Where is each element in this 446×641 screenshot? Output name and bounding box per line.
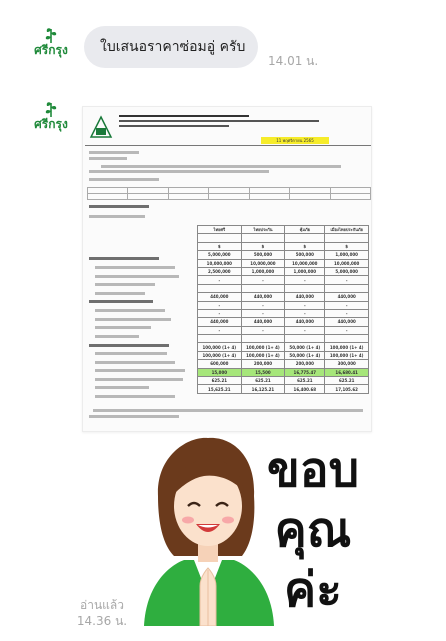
- grid-cell: 10,000,000: [198, 259, 242, 267]
- grid-cell: 200,000: [285, 360, 325, 368]
- grid-cell: 200,000: [241, 360, 285, 368]
- grid-cell: 100,000 (1+ 4): [198, 351, 242, 359]
- grid-cell: 440,000: [285, 293, 325, 301]
- grid-cell: 600,000: [198, 360, 242, 368]
- sender-avatar[interactable]: [28, 100, 74, 131]
- grid-cell: 440,000: [198, 293, 242, 301]
- grid-header: คุ้มภัย: [285, 226, 325, 234]
- grid-cell: 440,000: [241, 293, 285, 301]
- leaf-logo-icon: [40, 100, 62, 118]
- grid-cell: 100,000 (1+ 4): [198, 343, 242, 351]
- doc-comparison-grid: ไทยศรี ไทยประกัน คุ้มภัย เมืองไทยประกันภัย $ $ $ $ 5,000,000 500,000 500,000 1,000,000 10,000,000 10,000,000 10,000,000 10,000,000 2,500,000 1,000,000 1,000,000 5,000,000 - - - - 440,000 440,000 440,000 440,000 - - - - - - - - 440,000 440,000 440,000 440,000 - - - - 100,000 (1+ 4) 100,000 (1+ 4) 50,000 (1+ 4) 100,000 (1+ 4) 100,000 (1+ 4) 100,000 (1+ 4) 50,000 (1+ 4) 100,000 (1+ 4) 600,000 200,000 200,000 300,000 15,000 15,500 16,775.47 16,680.41 625.21 625.21 625.21 625.21 15,625.21 16,125.21 16,400.68 17,105.62: [197, 225, 369, 394]
- grid-cell: 5,000,000: [198, 251, 242, 259]
- grid-cell: 50,000 (1+ 4): [285, 343, 325, 351]
- grid-header: ไทยศรี: [198, 226, 242, 234]
- grid-cell: 16,680.41: [325, 368, 369, 376]
- sender-name: ศรีกรุง: [34, 43, 68, 57]
- grid-cell: 10,000,000: [325, 259, 369, 267]
- sticker-text-line: ขอบ: [266, 442, 360, 498]
- read-time: 14.36 น.: [76, 614, 128, 628]
- grid-header: ไทยประกัน: [241, 226, 285, 234]
- grid-cell: 300,000: [325, 360, 369, 368]
- grid-cell: 625.21: [241, 377, 285, 385]
- grid-cell: 100,000 (1+ 4): [241, 351, 285, 359]
- grid-cell: 440,000: [198, 318, 242, 326]
- grid-cell: 440,000: [241, 318, 285, 326]
- grid-cell: 10,000,000: [285, 259, 325, 267]
- grid-cell: 100,000 (1+ 4): [325, 351, 369, 359]
- message-text: ใบเสนอราคาซ่อมอู่ ครับ: [100, 39, 246, 55]
- grid-cell: 17,105.62: [325, 385, 369, 393]
- grid-cell: 500,000: [285, 251, 325, 259]
- grid-cell: 15,625.21: [198, 385, 242, 393]
- grid-cell: 100,000 (1+ 4): [241, 343, 285, 351]
- grid-cell: 16,125.21: [241, 385, 285, 393]
- sticker-text: [248, 440, 378, 620]
- grid-cell: 440,000: [325, 318, 369, 326]
- message-bubble[interactable]: [84, 26, 258, 68]
- sender-name: ศรีกรุง: [34, 117, 68, 131]
- message-timestamp: 14.01 น.: [268, 54, 319, 68]
- sticker-text-line: ค่ะ: [284, 562, 342, 618]
- grid-cell: 16,775.47: [285, 368, 325, 376]
- grid-cell: 1,000,000: [241, 267, 285, 275]
- grid-cell: 625.21: [285, 377, 325, 385]
- read-receipt: [72, 597, 132, 629]
- grid-cell: 15,500: [241, 368, 285, 376]
- grid-cell: 5,000,000: [325, 267, 369, 275]
- doc-date-badge: 11 พฤศจิกายน 2565: [261, 137, 329, 144]
- quotation-document-image[interactable]: [82, 106, 372, 432]
- grid-cell: 15,000: [198, 368, 242, 376]
- doc-vehicle-table: [87, 187, 371, 200]
- grid-cell: 1,000,000: [285, 267, 325, 275]
- grid-cell: 50,000 (1+ 4): [285, 351, 325, 359]
- grid-cell: 2,500,000: [198, 267, 242, 275]
- grid-cell: 100,000 (1+ 4): [325, 343, 369, 351]
- grid-cell: 10,000,000: [241, 259, 285, 267]
- grid-cell: 440,000: [325, 293, 369, 301]
- grid-cell: 625.21: [325, 377, 369, 385]
- grid-cell: 16,400.68: [285, 385, 325, 393]
- grid-cell: 625.21: [198, 377, 242, 385]
- sender-avatar[interactable]: [28, 26, 74, 57]
- grid-cell: 440,000: [285, 318, 325, 326]
- sticker-text-line: คุณ: [274, 502, 352, 558]
- thank-you-sticker[interactable]: [138, 436, 378, 626]
- grid-cell: 1,000,000: [325, 251, 369, 259]
- grid-cell: 500,000: [241, 251, 285, 259]
- company-logo-icon: [89, 115, 113, 139]
- grid-header: เมืองไทยประกันภัย: [325, 226, 369, 234]
- read-label: อ่านแล้ว: [80, 598, 124, 612]
- leaf-logo-icon: [40, 26, 62, 44]
